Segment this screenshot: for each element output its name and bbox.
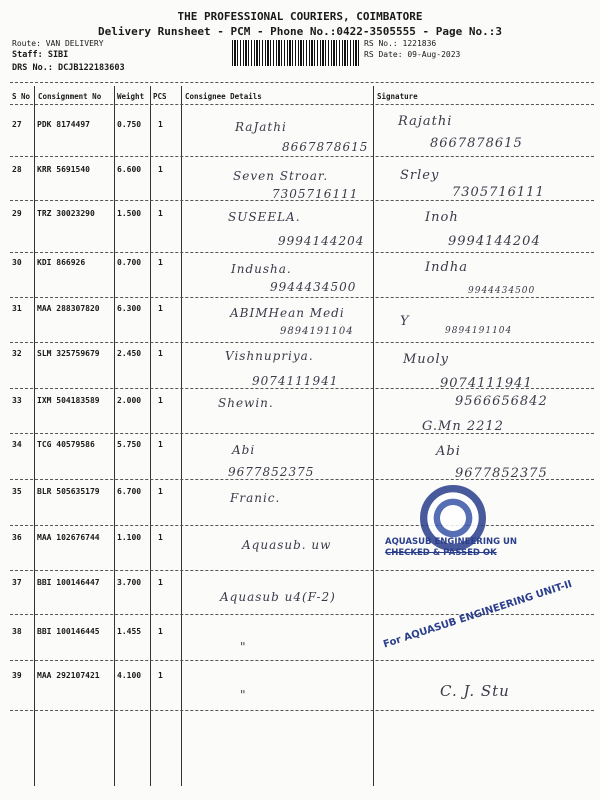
row-consignment: BLR 505635179 xyxy=(37,487,100,496)
signature: Muoly xyxy=(403,352,450,367)
consignee-name: Aquasub u4(F-2) xyxy=(220,590,336,604)
signature-phone: 9944434500 xyxy=(468,286,536,296)
row-consignment: TRZ 30023290 xyxy=(37,209,95,218)
consignee-name: Vishnupriya. xyxy=(225,349,314,363)
row-consignment: SLM 325759679 xyxy=(37,349,100,358)
row-pcs: 1 xyxy=(158,349,163,358)
consignee-name: Shewin. xyxy=(218,396,274,410)
row-sno: 33 xyxy=(12,396,22,405)
col-line xyxy=(114,86,115,786)
col-line xyxy=(181,86,182,786)
staff-label: Staff: SIBI xyxy=(12,50,69,60)
row-weight: 6.700 xyxy=(117,487,142,496)
consignee-phone: 9994144204 xyxy=(278,234,365,248)
row-sno: 30 xyxy=(12,258,22,267)
row-divider xyxy=(10,570,594,571)
row-consignment: IXM 504183589 xyxy=(37,396,100,405)
signature-phone: 7305716111 xyxy=(452,185,545,200)
stamp-text: AQUASUB ENGINEERING UN xyxy=(385,537,518,547)
row-consignment: MAA 288307820 xyxy=(37,304,100,313)
row-consignment: TCG 40579586 xyxy=(37,440,95,449)
row-sno: 36 xyxy=(12,533,22,542)
row-divider xyxy=(10,614,594,615)
col-weight: Weight xyxy=(117,92,145,101)
col-line xyxy=(150,86,151,786)
col-line xyxy=(34,86,35,786)
consignee-phone: 9944434500 xyxy=(270,280,357,294)
col-line xyxy=(373,86,374,786)
consignee-phone: 9894191104 xyxy=(280,326,354,337)
row-divider xyxy=(10,252,594,253)
col-consignment: Consignment No xyxy=(38,92,102,101)
row-consignment: MAA 102676744 xyxy=(37,533,100,542)
row-divider xyxy=(10,479,594,480)
drs-number: DRS No.: DCJB122183603 xyxy=(12,63,125,73)
row-sno: 37 xyxy=(12,578,22,587)
consignee-name: Franic. xyxy=(230,491,281,505)
row-weight: 1.100 xyxy=(117,533,142,542)
consignee-phone: 8667878615 xyxy=(282,140,369,154)
consignee-name: Aquasub. uw xyxy=(242,538,332,552)
row-sno: 35 xyxy=(12,487,22,496)
signature: Rajathi xyxy=(398,114,453,129)
row-consignment: BBI 100146445 xyxy=(37,627,100,636)
row-sno: 27 xyxy=(12,120,22,129)
row-divider xyxy=(10,433,594,434)
row-divider xyxy=(10,156,594,157)
row-divider xyxy=(10,200,594,201)
row-pcs: 1 xyxy=(158,533,163,542)
row-sno: 28 xyxy=(12,165,22,174)
signature: Y xyxy=(400,314,410,329)
rs-number: RS No.: 1221836 xyxy=(364,39,437,48)
signature: Srley xyxy=(400,168,440,183)
row-pcs: 1 xyxy=(158,578,163,587)
row-divider xyxy=(10,710,594,711)
row-sno: 29 xyxy=(12,209,22,218)
row-pcs: 1 xyxy=(158,304,163,313)
signature: C. J. Stu xyxy=(440,682,510,700)
signature-phone: 8667878615 xyxy=(430,136,523,151)
row-weight: 6.300 xyxy=(117,304,142,313)
row-weight: 0.750 xyxy=(117,120,142,129)
row-consignment: KDI 866926 xyxy=(37,258,86,267)
row-divider xyxy=(10,388,594,389)
signature: Inoh xyxy=(425,210,459,225)
signature: Indha xyxy=(425,260,468,275)
col-signature: Signature xyxy=(377,92,418,101)
row-sno: 38 xyxy=(12,627,22,636)
signature-phone: 9074111941 xyxy=(440,376,533,391)
signature: Abi xyxy=(436,444,461,459)
consignee-name: Indusha. xyxy=(231,262,292,276)
row-consignment: MAA 292107421 xyxy=(37,671,100,680)
col-consignee: Consignee Details xyxy=(185,92,262,101)
row-sno: 34 xyxy=(12,440,22,449)
route-label: Route: VAN DELIVERY xyxy=(12,39,104,48)
header-divider xyxy=(10,104,594,105)
consignee-phone: 9677852375 xyxy=(228,465,315,479)
row-divider xyxy=(10,342,594,343)
row-sno: 39 xyxy=(12,671,22,680)
col-sno: S No xyxy=(12,92,31,101)
row-weight: 5.750 xyxy=(117,440,142,449)
consignee-name: Abi xyxy=(232,443,256,457)
signature: G.Mn 2212 xyxy=(422,419,504,434)
row-sno: 32 xyxy=(12,349,22,358)
consignee-name: SUSEELA. xyxy=(228,210,301,224)
row-pcs: 1 xyxy=(158,120,163,129)
consignee-name: RaJathi xyxy=(235,120,287,134)
row-consignment: KRR 5691540 xyxy=(37,165,90,174)
row-divider xyxy=(10,297,594,298)
row-sno: 31 xyxy=(12,304,22,313)
row-pcs: 1 xyxy=(158,627,163,636)
row-pcs: 1 xyxy=(158,487,163,496)
consignee-phone: 7305716111 xyxy=(272,187,359,201)
stamp-text: CHECKED & PASSED OK xyxy=(385,548,497,558)
row-pcs: 1 xyxy=(158,165,163,174)
signature-phone: 9566656842 xyxy=(455,394,548,409)
signature-phone: 9994144204 xyxy=(448,234,541,249)
row-pcs: 1 xyxy=(158,209,163,218)
runsheet-subtitle: Delivery Runsheet - PCM - Phone No.:0422-3505555 - Page No.:3 xyxy=(98,25,502,38)
row-weight: 4.100 xyxy=(117,671,142,680)
row-weight: 2.450 xyxy=(117,349,142,358)
col-pcs: PCS xyxy=(153,92,167,101)
company-title: THE PROFESSIONAL COURIERS, COIMBATORE xyxy=(177,10,423,23)
row-pcs: 1 xyxy=(158,671,163,680)
row-pcs: 1 xyxy=(158,396,163,405)
consignee-name: Seven Stroar. xyxy=(233,169,329,183)
row-weight: 2.000 xyxy=(117,396,142,405)
barcode xyxy=(232,40,360,66)
row-weight: 6.600 xyxy=(117,165,142,174)
signature-phone: 9677852375 xyxy=(455,466,548,481)
row-weight: 0.700 xyxy=(117,258,142,267)
row-pcs: 1 xyxy=(158,258,163,267)
consignee-name: ABIMHean Medi xyxy=(230,306,345,320)
row-weight: 1.455 xyxy=(117,627,142,636)
consignee-phone: 9074111941 xyxy=(252,374,339,388)
row-weight: 3.700 xyxy=(117,578,142,587)
row-consignment: BBI 100146447 xyxy=(37,578,100,587)
header-divider xyxy=(10,82,594,83)
rs-date: RS Date: 09-Aug-2023 xyxy=(364,50,461,59)
row-weight: 1.500 xyxy=(117,209,142,218)
row-consignment: PDK 8174497 xyxy=(37,120,90,129)
row-divider xyxy=(10,660,594,661)
stamp-text: For AQUASUB ENGINEERING UNIT-II xyxy=(382,578,574,651)
row-pcs: 1 xyxy=(158,440,163,449)
signature-phone: 9894191104 xyxy=(445,326,513,336)
row-divider xyxy=(10,525,594,526)
consignee-name: " xyxy=(240,640,247,654)
consignee-name: " xyxy=(240,688,247,702)
